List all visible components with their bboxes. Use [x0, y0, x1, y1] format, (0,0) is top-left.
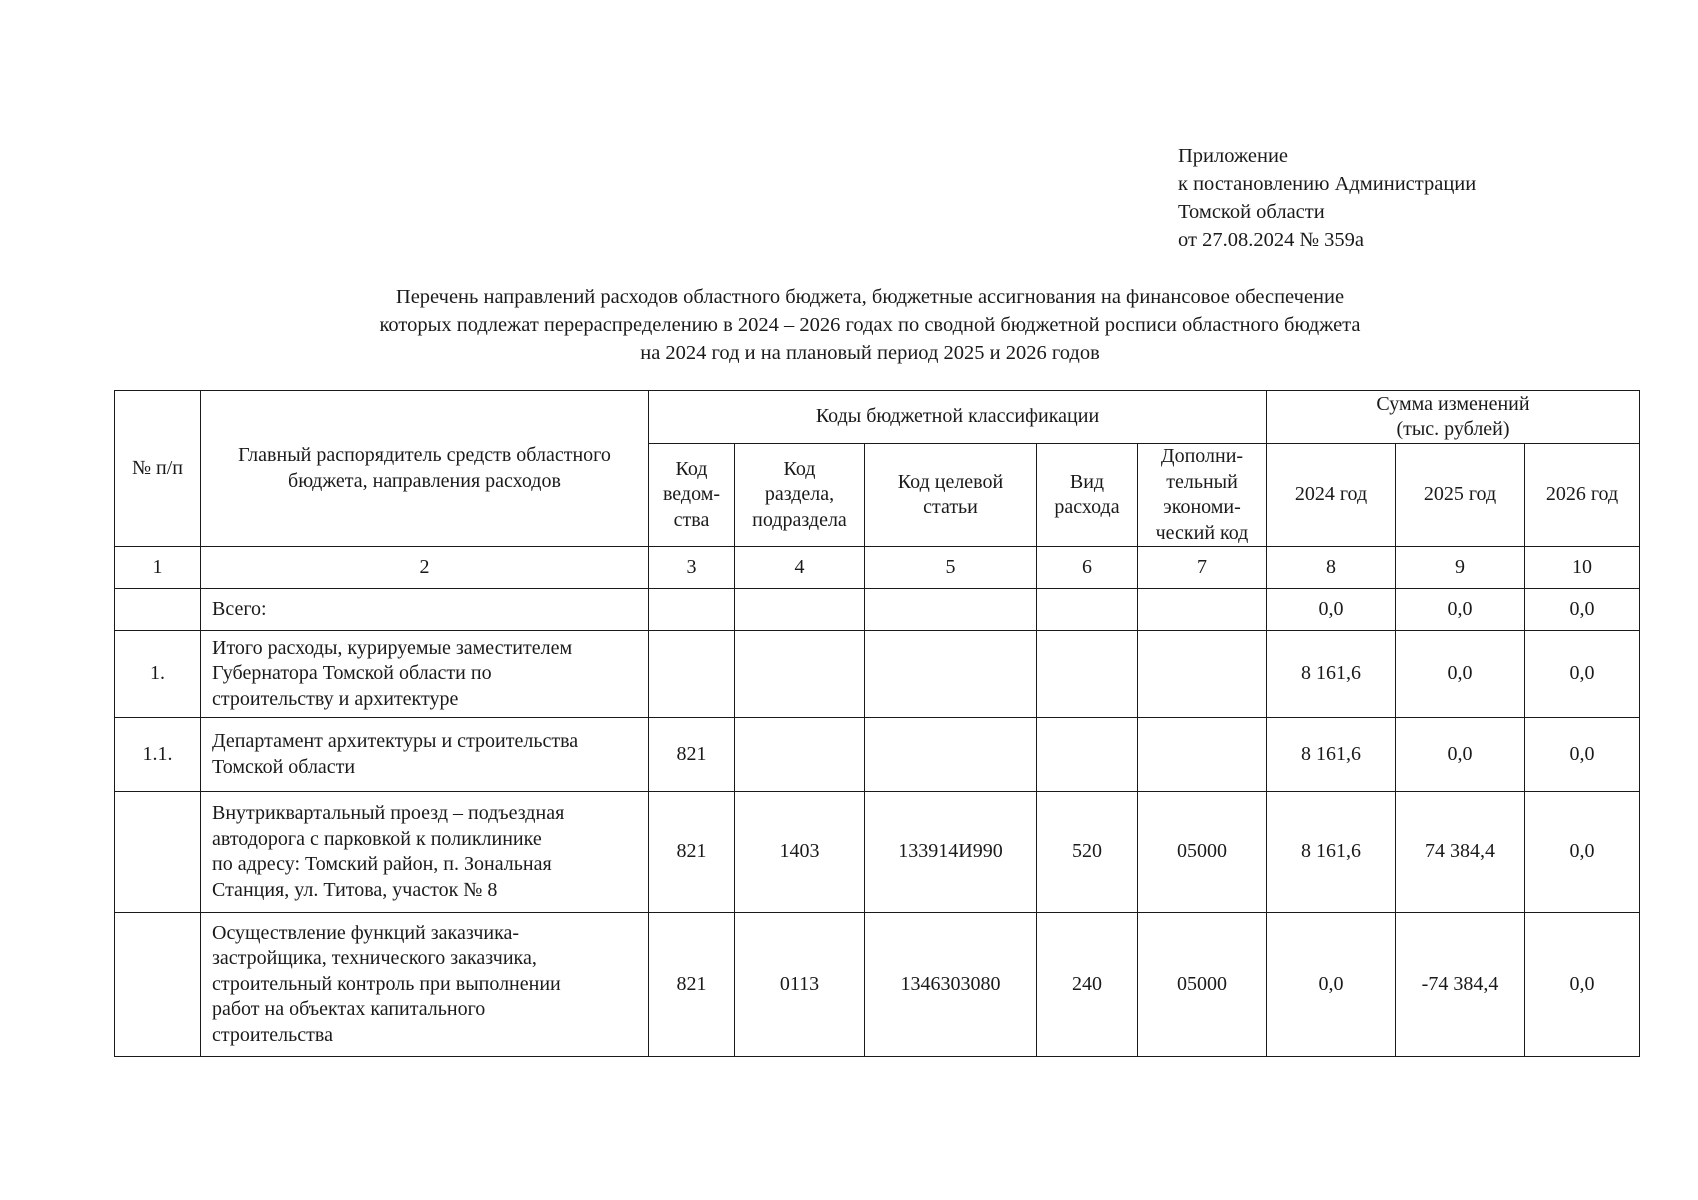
cell-2024: 8 161,6 — [1267, 631, 1396, 718]
cell-name: Всего: — [201, 589, 649, 631]
cell-num: 1. — [115, 631, 201, 718]
cell-target-code — [865, 718, 1037, 792]
cell-target-code — [865, 631, 1037, 718]
header-year-2025: 2025 год — [1396, 444, 1525, 547]
cell-num — [115, 913, 201, 1057]
cell-2024: 8 161,6 — [1267, 792, 1396, 913]
table-row — [115, 718, 1640, 792]
appendix-line: Томской области — [1178, 201, 1325, 223]
cell-2026: 0,0 — [1525, 718, 1640, 792]
cell-name: Департамент архитектуры и строительства Томской области — [201, 718, 649, 792]
cell-name: Итого расходы, курируемые заместителем Губернатора Томской области по строительству и архитектуре — [201, 631, 649, 718]
cell-name: Осуществление функций заказчика- застройщика, технического заказчика, строительный контроль при выполнении работ на объектах капитального строительства — [201, 913, 649, 1057]
title-line: Перечень направлений расходов областного бюджета, бюджетные ассигнования на финансовое обеспечение — [395, 286, 1345, 308]
column-number: 1 — [115, 547, 201, 589]
cell-expense-type — [1037, 631, 1138, 718]
cell-2026: 0,0 — [1525, 589, 1640, 631]
table-row — [115, 913, 1640, 1057]
cell-2024: 0,0 — [1267, 589, 1396, 631]
cell-target-code: 133914И990 — [865, 792, 1037, 913]
cell-ved: 821 — [649, 718, 735, 792]
budget-table — [114, 390, 1640, 1057]
column-number: 7 — [1138, 547, 1267, 589]
column-number: 10 — [1525, 547, 1640, 589]
cell-num: 1.1. — [115, 718, 201, 792]
cell-expense-type — [1037, 589, 1138, 631]
cell-2025: -74 384,4 — [1396, 913, 1525, 1057]
cell-2026: 0,0 — [1525, 913, 1640, 1057]
cell-additional-code — [1138, 589, 1267, 631]
cell-additional-code — [1138, 718, 1267, 792]
header-additional-code: Дополни- тельный экономи- ческий код — [1138, 444, 1267, 547]
cell-name: Внутриквартальный проезд – подъездная автодорога с парковкой к поликлинике по адресу: Томский район, п. Зональная Станция, ул. Титова, участок № 8 — [201, 792, 649, 913]
header-name: Главный распорядитель средств областного бюджета, направления расходов — [201, 391, 649, 547]
header-codes-group: Коды бюджетной классификации — [649, 391, 1267, 444]
cell-expense-type — [1037, 718, 1138, 792]
appendix-line: к постановлению Администрации — [1178, 173, 1477, 195]
header-ved: Код ведом- ства — [649, 444, 735, 547]
column-numbers-row — [115, 547, 1640, 589]
cell-razdel — [735, 631, 865, 718]
cell-razdel: 0113 — [735, 913, 865, 1057]
appendix-line: от 27.08.2024 № 359а — [1178, 229, 1364, 251]
cell-additional-code: 05000 — [1138, 792, 1267, 913]
cell-2026: 0,0 — [1525, 631, 1640, 718]
cell-2025: 0,0 — [1396, 589, 1525, 631]
column-number: 8 — [1267, 547, 1396, 589]
cell-2025: 0,0 — [1396, 631, 1525, 718]
document-title — [230, 283, 1510, 367]
cell-ved: 821 — [649, 792, 735, 913]
cell-target-code: 1346303080 — [865, 913, 1037, 1057]
header-row-1 — [115, 391, 1640, 444]
cell-2024: 0,0 — [1267, 913, 1396, 1057]
appendix-block — [1178, 142, 1476, 254]
cell-expense-type: 520 — [1037, 792, 1138, 913]
cell-expense-type: 240 — [1037, 913, 1138, 1057]
header-expense-type: Вид расхода — [1037, 444, 1138, 547]
cell-razdel: 1403 — [735, 792, 865, 913]
cell-razdel — [735, 718, 865, 792]
cell-target-code — [865, 589, 1037, 631]
cell-additional-code — [1138, 631, 1267, 718]
cell-additional-code: 05000 — [1138, 913, 1267, 1057]
cell-2024: 8 161,6 — [1267, 718, 1396, 792]
title-line: на 2024 год и на плановый период 2025 и 2026 годов — [640, 342, 1100, 364]
header-sum-group: Сумма изменений (тыс. рублей) — [1267, 391, 1640, 444]
cell-num — [115, 589, 201, 631]
header-year-2026: 2026 год — [1525, 444, 1640, 547]
appendix-line: Приложение — [1178, 145, 1289, 167]
cell-ved — [649, 589, 735, 631]
header-num: № п/п — [115, 391, 201, 547]
cell-num — [115, 792, 201, 913]
header-target-code: Код целевой статьи — [865, 444, 1037, 547]
table-row — [115, 631, 1640, 718]
column-number: 3 — [649, 547, 735, 589]
header-razdel: Код раздела, подраздела — [735, 444, 865, 547]
column-number: 4 — [735, 547, 865, 589]
table-row — [115, 792, 1640, 913]
cell-ved: 821 — [649, 913, 735, 1057]
cell-2026: 0,0 — [1525, 792, 1640, 913]
header-year-2024: 2024 год — [1267, 444, 1396, 547]
column-number: 6 — [1037, 547, 1138, 589]
cell-2025: 0,0 — [1396, 718, 1525, 792]
cell-ved — [649, 631, 735, 718]
column-number: 5 — [865, 547, 1037, 589]
title-line: которых подлежат перераспределению в 2024 – 2026 годах по сводной бюджетной росписи областного бюджета — [379, 314, 1361, 336]
cell-2025: 74 384,4 — [1396, 792, 1525, 913]
total-row — [115, 589, 1640, 631]
column-number: 9 — [1396, 547, 1525, 589]
cell-razdel — [735, 589, 865, 631]
column-number: 2 — [201, 547, 649, 589]
